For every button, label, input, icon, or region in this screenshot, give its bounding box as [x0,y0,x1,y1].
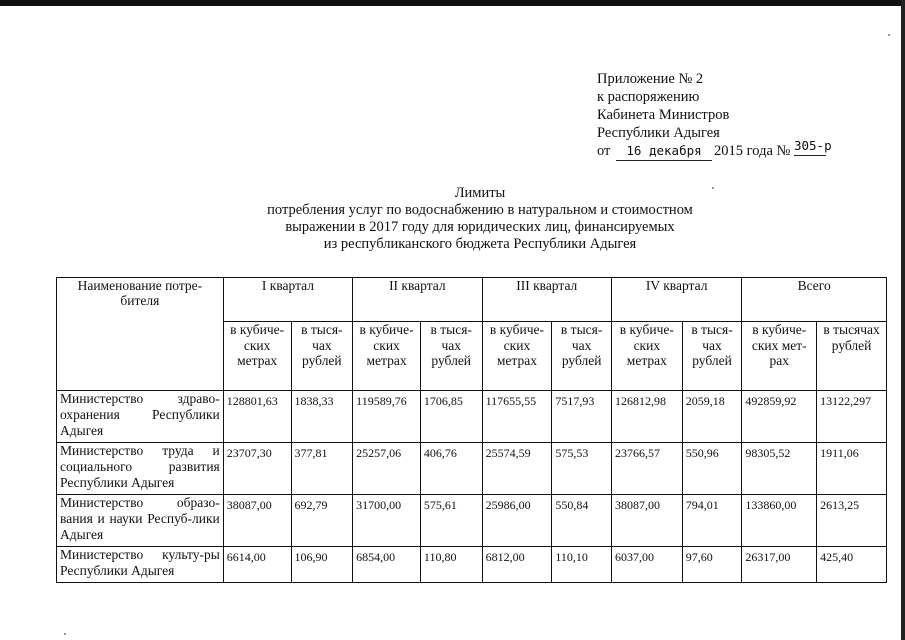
table-cell: 2059,18 [682,391,742,443]
total-header: Всего [742,278,887,322]
scan-speck [712,187,714,189]
title-line-3: выражении в 2017 году для юридических лиц, финансируемых [285,219,675,235]
table-cell: 575,53 [552,443,612,495]
appendix-line-2: к распоряжению [597,89,700,105]
handwritten-date: 16 декабря [626,143,702,158]
table-cell: 794,01 [682,495,742,547]
quarter-4-header: IV квартал [611,278,741,322]
table-row [57,443,887,495]
table-row [57,495,887,547]
appendix-line-3: Кабинета Министров [597,107,730,123]
table-cell: 1706,85 [420,391,482,443]
scan-right-border [901,0,905,640]
table-cell: 6037,00 [611,547,682,583]
date-field [616,142,712,161]
table-cell: 110,10 [552,547,612,583]
title-line-1: Лимиты [454,185,506,201]
year-text: 2015 года № [714,143,791,159]
appendix-date-line [597,138,832,161]
table-cell: 6854,00 [353,547,421,583]
q3-volume-header: в кубиче-ских метрах [482,322,552,391]
table-cell: 692,79 [291,495,353,547]
scan-speck [888,34,890,36]
q3-money-header: в тыся-чах рублей [552,322,612,391]
table-cell: 13122,297 [817,391,887,443]
table-cell: 98305,52 [742,443,817,495]
table-cell: 6812,00 [482,547,552,583]
table-cell: 492859,92 [742,391,817,443]
table-cell: 23766,57 [611,443,682,495]
title-line-4: из республиканского бюджета Республики Адыгея [323,236,637,252]
scan-top-border [0,0,905,6]
appendix-line-1: Приложение № 2 [597,71,704,87]
table-cell: 106,90 [291,547,353,583]
table-cell: 1838,33 [291,391,353,443]
table-cell: 38087,00 [611,495,682,547]
table-cell: 550,96 [682,443,742,495]
consumer-name: Министерство труда и социального развития Республики Адыгея [57,443,224,495]
consumer-name: Министерство культу-ры Республики Адыгея [57,547,224,583]
q2-money-header: в тыся-чах рублей [420,322,482,391]
table-cell: 23707,30 [223,443,291,495]
table-cell: 1911,06 [817,443,887,495]
quarter-1-header: I квартал [223,278,352,322]
table-cell: 575,61 [420,495,482,547]
q1-volume-header: в кубиче-ских метрах [223,322,291,391]
consumer-name: Министерство здраво-охранения Республики Адыгея [57,391,224,443]
appendix-block [597,70,832,161]
scan-speck [64,633,66,635]
table-cell: 38087,00 [223,495,291,547]
consumer-name-header: Наименование потре-бителя [57,278,224,391]
title-line-2: потребления услуг по водоснабжению в натуральном и стоимостном [267,202,693,218]
table-cell: 126812,98 [611,391,682,443]
quarter-3-header: III квартал [482,278,611,322]
consumer-name: Министерство образо-вания и науки Респуб-лики Адыгея [57,495,224,547]
document-title [180,185,780,253]
table-cell: 26317,00 [742,547,817,583]
table-cell: 2613,25 [817,495,887,547]
limits-table [56,277,887,583]
table-cell: 97,60 [682,547,742,583]
table-cell: 25257,06 [353,443,421,495]
table-cell: 7517,93 [552,391,612,443]
total-money-header: в тысячах рублей [817,322,887,391]
table-cell: 406,76 [420,443,482,495]
table-row [57,391,887,443]
table-cell: 6614,00 [223,547,291,583]
table-cell: 110,80 [420,547,482,583]
table-cell: 31700,00 [353,495,421,547]
table-cell: 25986,00 [482,495,552,547]
q4-money-header: в тыся-чах рублей [682,322,742,391]
q4-volume-header: в кубиче-ских метрах [611,322,682,391]
table-row [57,547,887,583]
handwritten-number: 305-р [793,138,832,153]
appendix-line-4: Республики Адыгея [597,125,720,141]
q2-volume-header: в кубиче-ских метрах [353,322,421,391]
table-cell: 425,40 [817,547,887,583]
date-prefix: от [597,143,611,159]
table-cell: 25574,59 [482,443,552,495]
total-volume-header: в кубиче-ских мет-рах [742,322,817,391]
table-cell: 117655,55 [482,391,552,443]
table-cell: 377,81 [291,443,353,495]
q1-money-header: в тыся-чах рублей [291,322,353,391]
table-cell: 550,84 [552,495,612,547]
number-field [793,137,832,156]
table-cell: 133860,00 [742,495,817,547]
table-cell: 128801,63 [223,391,291,443]
table-cell: 119589,76 [353,391,421,443]
quarter-2-header: II квартал [353,278,482,322]
